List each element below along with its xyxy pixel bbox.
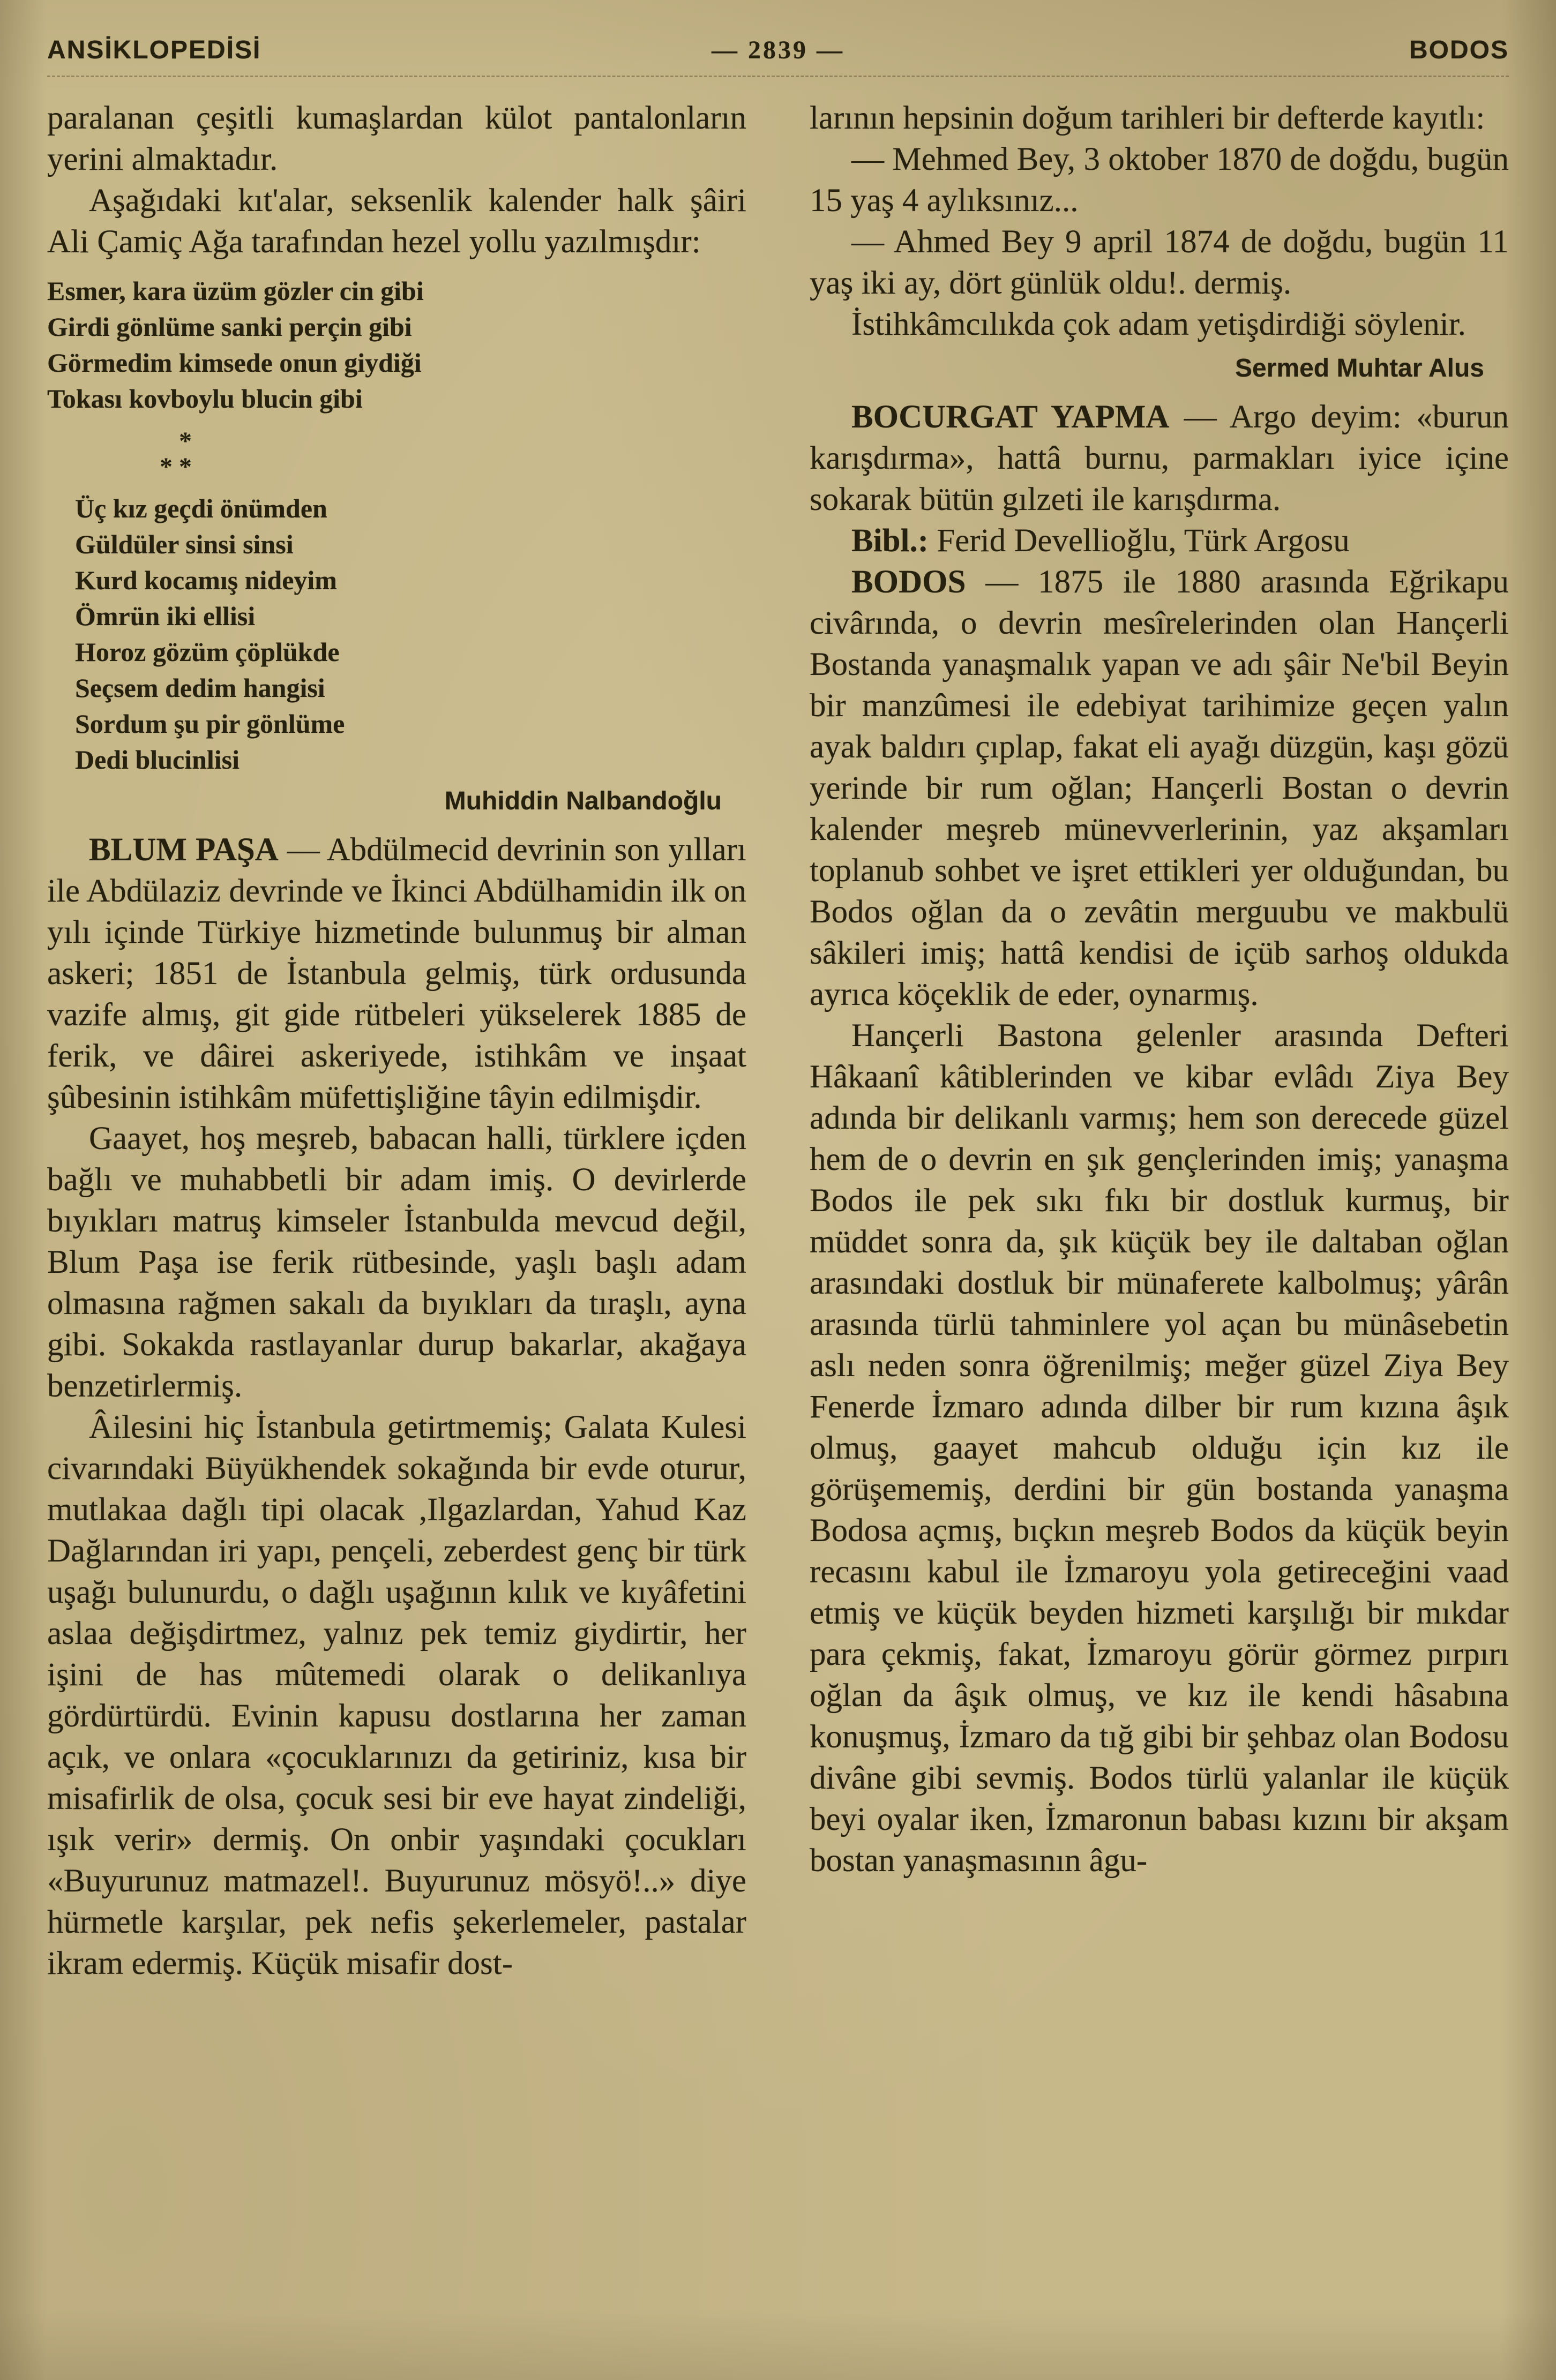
stanza-separator bbox=[47, 429, 746, 480]
paragraph-ailesi: Âilesini hiç İstanbula getirtmemiş; Galata Kulesi civarındaki Büyükhendek sokağında bir evde oturur, mutlakaa dağlı tipi olacak ,Ilgazlardan, Yahud Kaz Dağlarından iri yapı, pençeli, zeberdest genç bir türk uşağı bulunurdu, o dağlı uşağının kılık ve kıyâfetini aslaa değişdirtmez, yalnız pek temiz giydirtir, her işini de has mûtemedi olarak o delikanlıya gördürtürdü. Evinin kapusu dostlarına her zaman açık, ve onlara «çocuklarınızı da getiriniz, kısa bir misafirlik de olsa, çocuk sesi bir eve hayat zindeliği, ışık verir» dermiş. On onbir yaşındaki çocukları «Buyurunuz matmazel!. Buyurunuz mösyö!..» diye hürmetle karşılar, pek nefis şekerlemeler, pastalar ikram edermiş. Küçük misafir dost- bbox=[47, 1409, 746, 1981]
paragraph-continuation: larının hepsinin doğum tarihleri bir defterde kayıtlı: bbox=[810, 100, 1485, 136]
poem-line: Dedi blucinlisi bbox=[75, 745, 240, 775]
poem-line: Tokası kovboylu blucin gibi bbox=[47, 384, 363, 414]
paragraph-hancerli: Hançerli Bastona gelenler arasında Defteri Hâkaanî kâtiblerinden ve kibar evlâdı Ziya Bey adında bir delikanlı varmış; hem son derecede güzel hem de o devrin en şık gençlerinden imiş; yanaşma Bodos ile pek sıkı fıkı bir dostluk kurmuş, bir müddet sonra da, şık küçük bey ile daltaban oğlan arasındaki dostluk bir münaferete kalbolmuş; yârân arasında türlü tahminlere yol açan bu münâsebetin aslı neden sonra öğrenilmiş; meğer güzel Ziya Bey Fenerde İzmaro adında dilber bir rum kızına âşık olmuş, gaayet mahcub olduğu için kız ile görüşememiş, derdini bir gün bostanda yanaşma Bodosa açmış, bıçkın meşreb Bodos da küçük beyin recasını kabul ile İzmaroyu yola getireceğini vaad etmiş ve küçük beyden hizmeti karşılığı bir mıkdar para çekmiş, fakat, İzmaroyu görür görmez pırpırı oğlan da âşık olmuş, ve kız ile kendi hâsabına konuşmuş, İzmaro da tığ gibi bir şehbaz olan Bodosu divâne gibi sevmiş. Bodos türlü yalanlar ile küçük beyi oyalar iken, İzmaronun babası kızını bir akşam bostan yanaşmasının âgu- bbox=[810, 1018, 1509, 1879]
poem-line: Seçsem dedim hangisi bbox=[75, 673, 325, 703]
bibliography-line bbox=[810, 520, 1509, 561]
entry-blum-pasa bbox=[47, 829, 746, 1118]
quote-ahmed-bey: — Ahmed Bey 9 april 1874 de doğdu, bugün 11 yaş iki ay, dört günlük oldu!. dermiş. bbox=[810, 224, 1509, 301]
entry-body-text: — Argo deyim: «burun karışdırma», hattâ burnu, parmakları iyice içine sokarak bütün gılzeti ile karışdırma. bbox=[810, 399, 1509, 517]
paragraph-istihkam: İstihkâmcılıkda çok adam yetişdirdiği söylenir. bbox=[851, 306, 1466, 342]
poem-line: Esmer, kara üzüm gözler cin gibi bbox=[47, 276, 424, 306]
entry-body-text: — 1875 ile 1880 arasında Eğrikapu civârında, o devrin mesîrelerinden olan Hançerli Bostanda yanaşmalık yapan ve adı şâir Ne'bil Beyin bir manzûmesi ile edebiyat tarihimize geçen yalın ayak baldırı çıplap, fakat eli ayağı düzgün, kaşı gözü yerinde bir rum oğlan; Hançerli Bostan o devrin kalender meşreb münevverlerinin, yaz akşamları toplanub sohbet ve işret ettikleri yer olduğundan, bu Bodos oğlan da o zevâtin merguubu ve makbulü sâkileri imiş; hattâ kendisi de içüb sarhoş oldukda ayrıca köçeklik de eder, oynarmış. bbox=[810, 564, 1509, 1012]
page-header bbox=[47, 35, 1509, 77]
paragraph-continuation: paralanan çeşitli kumaşlardan külot pantalonların yerini almaktadır. bbox=[47, 100, 746, 177]
author-signature-alus: Sermed Muhtar Alus bbox=[1235, 354, 1484, 382]
poem-line: Sordum şu pir gönlüme bbox=[75, 709, 345, 739]
poem-line: Üç kız geçdi önümden bbox=[75, 493, 327, 523]
bibl-label: Bibl.: bbox=[851, 523, 929, 559]
poem-blucin-2 bbox=[47, 491, 746, 778]
header-encyclopedia-title: ANSİKLOPEDİSİ bbox=[47, 36, 261, 64]
paragraph-intro: Aşağıdaki kıt'alar, seksenlik kalender halk şâiri Ali Çamiç Ağa tarafından hezel yollu yazılmışdır: bbox=[47, 183, 746, 260]
entry-headword: BLUM PAŞA bbox=[89, 832, 279, 868]
two-column-text bbox=[47, 97, 1509, 1984]
left-column bbox=[47, 97, 746, 1984]
bibl-text: Ferid Devellioğlu, Türk Argosu bbox=[929, 523, 1350, 559]
entry-bocurgat-yapma bbox=[810, 396, 1509, 520]
separator-asterisk-bottom: * * bbox=[160, 453, 192, 481]
poem-line: Kurd kocamış nideyim bbox=[75, 565, 337, 595]
quote-mehmed-bey: — Mehmed Bey, 3 oktober 1870 de doğdu, bugün 15 yaş 4 aylıksınız... bbox=[810, 141, 1509, 219]
right-column bbox=[810, 97, 1509, 1984]
header-entry-word: BODOS bbox=[1409, 36, 1509, 64]
poem-line: Görmedim kimsede onun giydiği bbox=[47, 348, 422, 378]
poem-line: Ömrün iki ellisi bbox=[75, 601, 256, 631]
entry-headword: BOCURGAT YAPMA bbox=[851, 399, 1170, 435]
poem-blucin-1 bbox=[47, 273, 746, 417]
paragraph-gaayet: Gaayet, hoş meşreb, babacan halli, türklere içden bağlı ve muhabbetli bir adam imiş. O devirlerde bıyıkları matruş kimseler İstanbulda mevcud değil, Blum Paşa ise ferik rütbesinde, yaşlı başlı adam olmasına rağmen sakalı da bıyıkları da tıraşlı, ayna gibi. Sokakda rastlayanlar durup bakarlar, akağaya benzetirlermiş. bbox=[47, 1121, 746, 1404]
poem-line: Güldüler sinsi sinsi bbox=[75, 529, 294, 559]
poem-line: Horoz gözüm çöplükde bbox=[75, 637, 340, 667]
page-number: — 2839 — bbox=[711, 36, 844, 64]
entry-body-text: — Abdülmecid devrinin son yılları ile Abdülaziz devrinde ve İkinci Abdülhamidin ilk on yılı içinde Türkiye hizmetinde bulunmuş bir alman askeri; 1851 de İstanbula gelmiş, türk ordusunda vazife almış, git gide rütbeleri yükselerek 1885 de ferik, ve dâirei askeriyede, istihkâm ve inşaat şûbesinin istihkâm müfettişliğine tâyin edilmişdir. bbox=[47, 832, 746, 1115]
entry-headword: BODOS bbox=[851, 564, 966, 600]
poem-line: Girdi gönlüme sanki perçin gibi bbox=[47, 312, 412, 342]
separator-asterisk-top: * bbox=[179, 427, 192, 455]
entry-bodos bbox=[810, 561, 1509, 1015]
author-signature-nalbandoglu: Muhiddin Nalbandoğlu bbox=[444, 787, 722, 815]
